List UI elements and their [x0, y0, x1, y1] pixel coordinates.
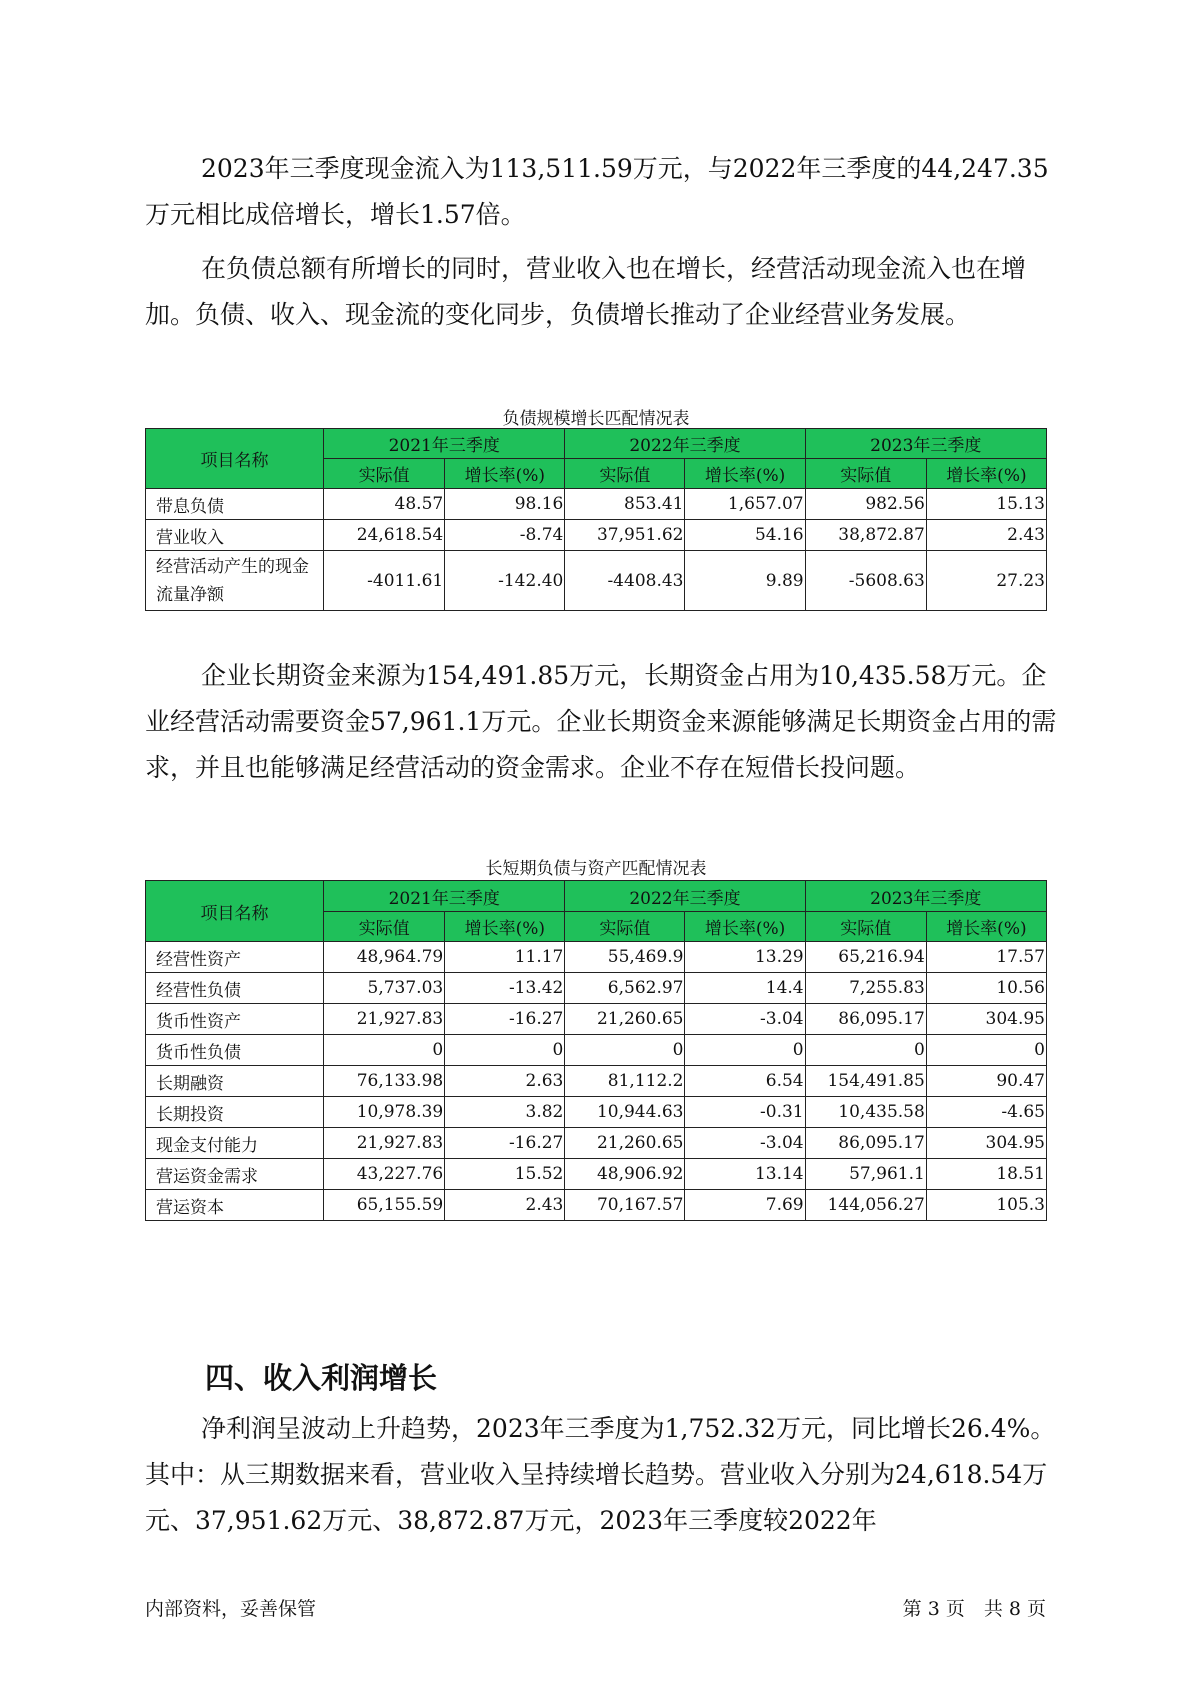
row-label: 经营性负债: [146, 973, 324, 1004]
table-cell: -4011.61: [324, 551, 445, 611]
table-cell: 0: [445, 1035, 565, 1066]
row-label: 现金支付能力: [146, 1128, 324, 1159]
header-growth: 增长率(%): [445, 459, 565, 489]
table-cell: 13.14: [685, 1159, 805, 1190]
table-cell: 2.43: [445, 1190, 565, 1221]
table-cell: 982.56: [805, 489, 926, 520]
header-growth: 增长率(%): [685, 912, 805, 942]
table-cell: 18.51: [926, 1159, 1046, 1190]
row-label: 长期融资: [146, 1066, 324, 1097]
table-cell: 2.63: [445, 1066, 565, 1097]
header-actual: 实际值: [805, 912, 926, 942]
header-item-name: 项目名称: [146, 429, 324, 489]
row-label: 带息负债: [146, 489, 324, 520]
table-cell: 38,872.87: [805, 520, 926, 551]
table-cell: 48.57: [324, 489, 445, 520]
row-label: 经营性资产: [146, 942, 324, 973]
table-cell: 154,491.85: [805, 1066, 926, 1097]
table-cell: 98.16: [445, 489, 565, 520]
table-cell: 57,961.1: [805, 1159, 926, 1190]
table-cell: 10.56: [926, 973, 1046, 1004]
table-row: [146, 551, 1047, 611]
table-cell: 304.95: [926, 1128, 1046, 1159]
table1-caption: 负债规模增长匹配情况表: [502, 409, 690, 429]
table-cell: 304.95: [926, 1004, 1046, 1035]
header-period-2022: 2022年三季度: [565, 881, 805, 912]
table-row: [146, 520, 1047, 551]
table-cell: 17.57: [926, 942, 1046, 973]
asset-liability-match-table: [145, 880, 1047, 1221]
table-cell: -4408.43: [565, 551, 685, 611]
table-row: [146, 942, 1047, 973]
table-cell: 0: [805, 1035, 926, 1066]
table-cell: 10,944.63: [565, 1097, 685, 1128]
header-actual: 实际值: [565, 912, 685, 942]
header-period-2021: 2021年三季度: [324, 881, 565, 912]
table-cell: 15.13: [926, 489, 1046, 520]
table-cell: -4.65: [926, 1097, 1046, 1128]
header-growth: 增长率(%): [445, 912, 565, 942]
header-actual: 实际值: [324, 912, 445, 942]
table-cell: 144,056.27: [805, 1190, 926, 1221]
row-label: 营运资本: [146, 1190, 324, 1221]
table-cell: 48,906.92: [565, 1159, 685, 1190]
table-cell: -0.31: [685, 1097, 805, 1128]
header-period-2023: 2023年三季度: [805, 881, 1046, 912]
table-cell: 86,095.17: [805, 1004, 926, 1035]
table-row: [146, 1035, 1047, 1066]
table-cell: 0: [565, 1035, 685, 1066]
table-cell: 21,260.65: [565, 1128, 685, 1159]
table-cell: 21,260.65: [565, 1004, 685, 1035]
table-cell: 70,167.57: [565, 1190, 685, 1221]
table-cell: -8.74: [445, 520, 565, 551]
table-cell: 0: [685, 1035, 805, 1066]
table-row: [146, 1004, 1047, 1035]
header-actual: 实际值: [805, 459, 926, 489]
header-period-2021: 2021年三季度: [324, 429, 565, 459]
table-cell: 7,255.83: [805, 973, 926, 1004]
header-growth: 增长率(%): [926, 912, 1046, 942]
table-cell: 81,112.2: [565, 1066, 685, 1097]
table-cell: 15.52: [445, 1159, 565, 1190]
table-cell: -3.04: [685, 1004, 805, 1035]
table2-caption: 长短期负债与资产匹配情况表: [485, 859, 707, 879]
table-cell: 11.17: [445, 942, 565, 973]
table-row: [146, 1097, 1047, 1128]
table-cell: 2.43: [926, 520, 1046, 551]
table-row: [146, 1128, 1047, 1159]
header-period-2022: 2022年三季度: [565, 429, 805, 459]
table-cell: -142.40: [445, 551, 565, 611]
row-label: 营业收入: [146, 520, 324, 551]
header-actual: 实际值: [565, 459, 685, 489]
table-cell: 43,227.76: [324, 1159, 445, 1190]
table-cell: 7.69: [685, 1190, 805, 1221]
table-cell: 13.29: [685, 942, 805, 973]
row-label: 货币性资产: [146, 1004, 324, 1035]
table-cell: 853.41: [565, 489, 685, 520]
row-label: 营运资金需求: [146, 1159, 324, 1190]
table-row: [146, 1159, 1047, 1190]
row-label: 长期投资: [146, 1097, 324, 1128]
section-heading: 四、收入利润增长: [205, 1361, 438, 1395]
table-cell: 21,927.83: [324, 1128, 445, 1159]
table-cell: 3.82: [445, 1097, 565, 1128]
paragraph-net-profit: 净利润呈波动上升趋势，2023年三季度为1,752.32万元，同比增长26.4%。其中：从三期数据来看，营业收入呈持续增长趋势。营业收入分别为24,618.54万元、37,951.62万元、38,872.87万元，2023年三季度较2022年: [145, 1414, 1056, 1535]
table-cell: 14.4: [685, 973, 805, 1004]
table-cell: -16.27: [445, 1128, 565, 1159]
table-row: [146, 1066, 1047, 1097]
table-cell: 65,216.94: [805, 942, 926, 973]
table-cell: 37,951.62: [565, 520, 685, 551]
table-cell: 48,964.79: [324, 942, 445, 973]
paragraph-long-term-funds: 企业长期资金来源为154,491.85万元，长期资金占用为10,435.58万元。企业经营活动需要资金57,961.1万元。企业长期资金来源能够满足长期资金占用的需求，并且也能够满足经营活动的资金需求。企业不存在短借长投问题。: [145, 661, 1057, 782]
paragraph-debt-growth: 在负债总额有所增长的同时，营业收入也在增长，经营活动现金流入也在增加。负债、收入、现金流的变化同步，负债增长推动了企业经营业务发展。: [145, 254, 1027, 329]
table-cell: 105.3: [926, 1190, 1046, 1221]
table-cell: 9.89: [685, 551, 805, 611]
footer-page-number: 第 3 页 共 8 页: [902, 1598, 1046, 1620]
table-cell: 5,737.03: [324, 973, 445, 1004]
table-cell: 0: [926, 1035, 1046, 1066]
table-cell: 27.23: [926, 551, 1046, 611]
table-row: [146, 1190, 1047, 1221]
table-cell: -16.27: [445, 1004, 565, 1035]
table-row: [146, 973, 1047, 1004]
header-actual: 实际值: [324, 459, 445, 489]
table-cell: 0: [324, 1035, 445, 1066]
table-cell: 10,435.58: [805, 1097, 926, 1128]
table-cell: 86,095.17: [805, 1128, 926, 1159]
table-cell: 76,133.98: [324, 1066, 445, 1097]
footer-confidential-note: 内部资料，妥善保管: [145, 1598, 317, 1620]
header-item-name: 项目名称: [146, 881, 324, 942]
header-period-2023: 2023年三季度: [805, 429, 1046, 459]
paragraph-cash-inflow: 2023年三季度现金流入为113,511.59万元，与2022年三季度的44,247.35万元相比成倍增长，增长1.57倍。: [145, 154, 1049, 229]
table-cell: -13.42: [445, 973, 565, 1004]
row-label: 经营活动产生的现金流量净额: [146, 551, 324, 611]
table-cell: -3.04: [685, 1128, 805, 1159]
table-row: [146, 489, 1047, 520]
table-cell: 54.16: [685, 520, 805, 551]
table-cell: 65,155.59: [324, 1190, 445, 1221]
table-cell: 6.54: [685, 1066, 805, 1097]
table-cell: 55,469.9: [565, 942, 685, 973]
table-cell: 90.47: [926, 1066, 1046, 1097]
table-cell: 6,562.97: [565, 973, 685, 1004]
table-cell: 10,978.39: [324, 1097, 445, 1128]
debt-growth-table: [145, 428, 1047, 611]
header-growth: 增长率(%): [926, 459, 1046, 489]
header-growth: 增长率(%): [685, 459, 805, 489]
table-cell: 24,618.54: [324, 520, 445, 551]
table-cell: 1,657.07: [685, 489, 805, 520]
row-label: 货币性负债: [146, 1035, 324, 1066]
table-cell: 21,927.83: [324, 1004, 445, 1035]
table-cell: -5608.63: [805, 551, 926, 611]
